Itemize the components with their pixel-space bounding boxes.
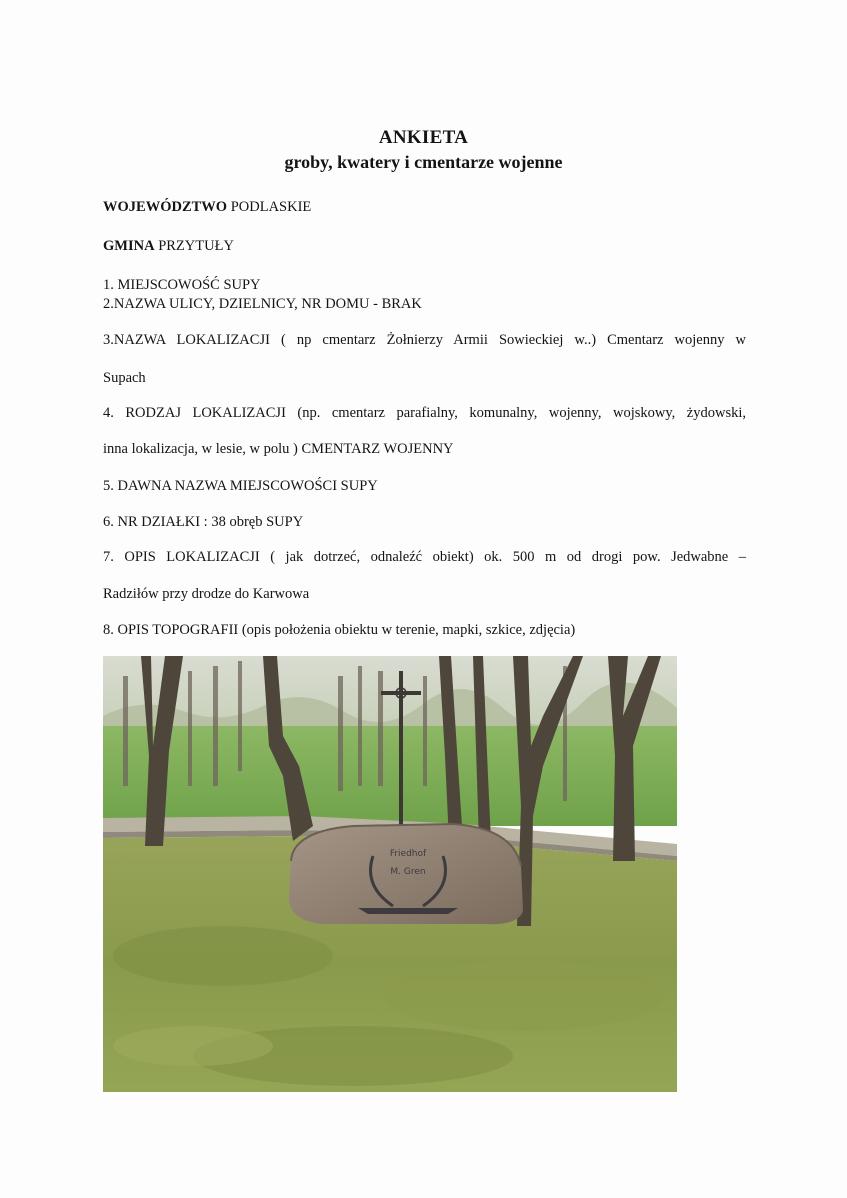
item-4-line-2: inna lokalizacja, w lesie, w polu ) CMENTARZ WOJENNY	[103, 441, 454, 457]
document-subtitle: groby, kwatery i cmentarze wojenne	[284, 152, 563, 172]
wojewodztwo-line	[103, 198, 746, 216]
cemetery-photo	[103, 656, 677, 1092]
item-7-line-1: 7. OPIS LOKALIZACJI ( jak dotrzeć, odnaleźć obiekt) ok. 500 m od drogi pow. Jedwabne –	[103, 549, 746, 565]
wojewodztwo-value: PODLASKIE	[230, 199, 312, 215]
gmina-value: PRZYTUŁY	[158, 238, 234, 254]
item-3-line-1: 3.NAZWA LOKALIZACJI ( np cmentarz Żołnierzy Armii Sowieckiej w..) Cmentarz wojenny w	[103, 332, 746, 348]
gmina-line	[103, 237, 746, 255]
item-5-dawna-nazwa: 5. DAWNA NAZWA MIEJSCOWOŚCI SUPY	[103, 478, 378, 494]
item-8-opis-topografii: 8. OPIS TOPOGRAFII (opis położenia obiektu w terenie, mapki, szkice, zdjęcia)	[103, 622, 576, 638]
memorial-stone	[289, 824, 523, 924]
stone-inscription-line-2: M. Gren	[390, 867, 426, 877]
gmina-label: GMINA	[103, 238, 155, 254]
document-title: ANKIETA	[378, 127, 469, 148]
item-3-line-2: Supach	[103, 370, 146, 386]
wojewodztwo-label: WOJEWÓDZTWO	[103, 199, 228, 215]
item-6-nr-dzialki: 6. NR DZIAŁKI : 38 obręb SUPY	[103, 514, 304, 530]
item-2-nazwa-ulicy: 2.NAZWA ULICY, DZIELNICY, NR DOMU - BRAK	[103, 296, 422, 312]
item-4-line-1: 4. RODZAJ LOKALIZACJI (np. cmentarz parafialny, komunalny, wojenny, wojskowy, żydowski,	[103, 405, 746, 421]
stone-inscription-line-1: Friedhof	[389, 849, 427, 859]
item-7-line-2: Radziłów przy drodze do Karwowa	[103, 586, 310, 602]
item-1-miejscowosc: 1. MIEJSCOWOŚĆ SUPY	[103, 277, 261, 293]
